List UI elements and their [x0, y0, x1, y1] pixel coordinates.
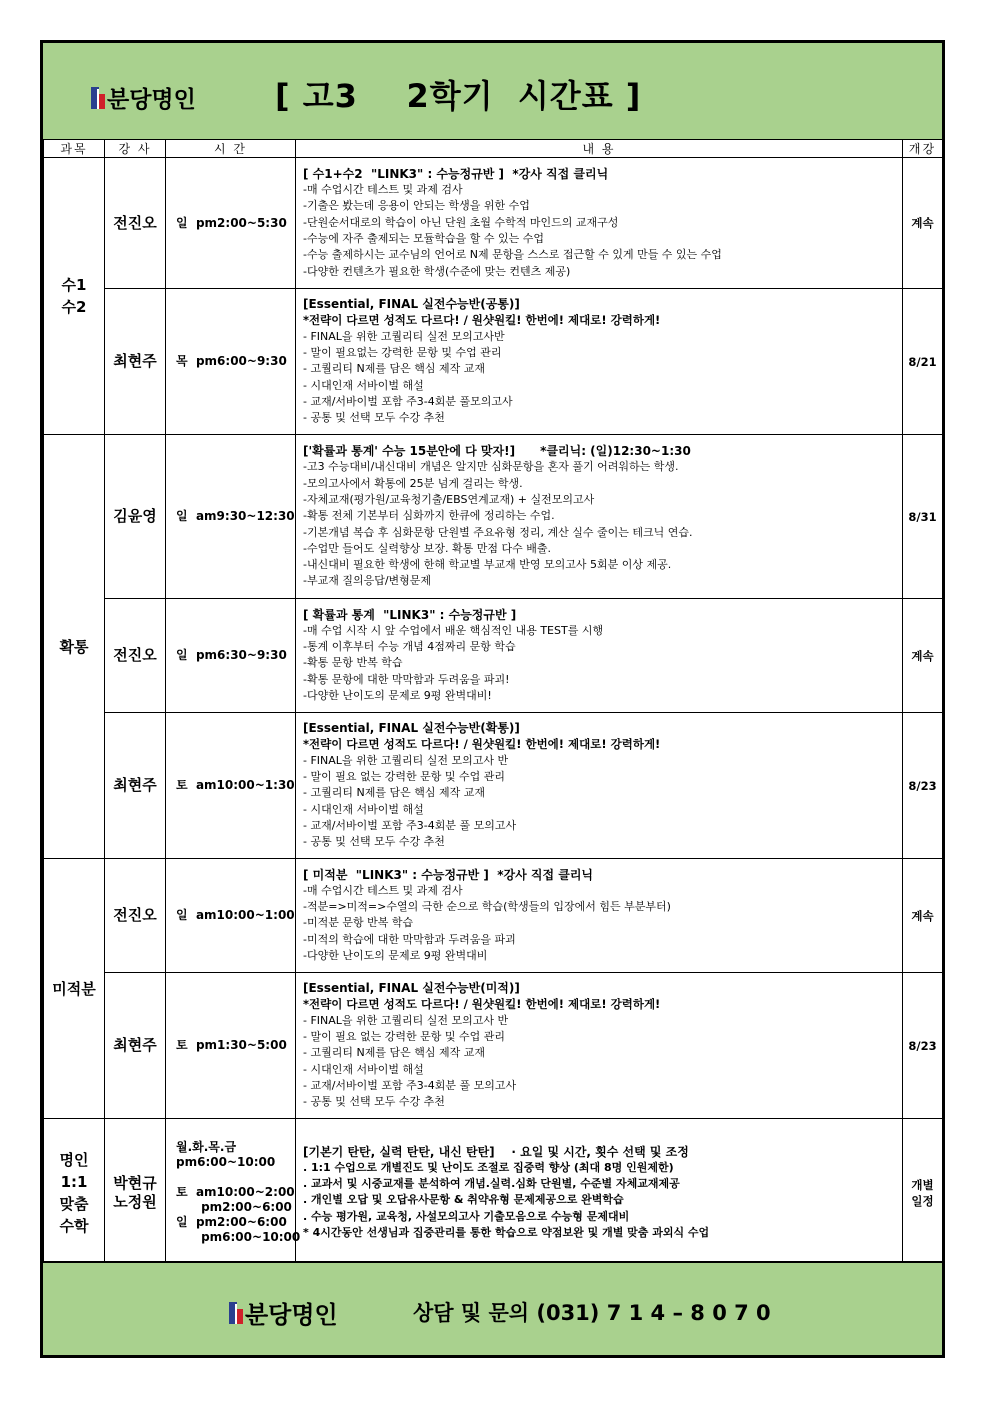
table-row	[44, 599, 943, 713]
teacher-cell: 최현주	[105, 973, 166, 1119]
col-time: 시 간	[166, 140, 296, 158]
time-cell: 일 am10:00~1:00	[166, 859, 296, 973]
subject-cell: 수1 수2	[44, 158, 105, 435]
time-cell: 월.화.목.금 pm6:00~10:00 토 am10:00~2:00 pm2:00~6:00 일 pm2:00~6:00 pm6:00~10:00	[166, 1119, 296, 1267]
col-subject: 과목	[44, 140, 105, 158]
time-cell: 토 am10:00~1:30	[166, 713, 296, 859]
table-header-row	[44, 140, 943, 158]
brand-mark-icon	[91, 87, 105, 109]
content-cell	[296, 289, 903, 435]
course-detail-line: -수능 출제하시는 교수님의 언어로 N제 문항을 스스로 접근할 수 있게 만들 수 있는 수업	[303, 248, 722, 262]
teacher-cell: 최현주	[105, 713, 166, 859]
course-detail-line: -매 수업 시작 시 앞 수업에서 배운 핵심적인 내용 TEST를 시행	[303, 623, 604, 637]
course-detail-line: - 시대인재 서바이벌 해설	[303, 802, 424, 816]
header	[43, 43, 942, 141]
course-title: [Essential, FINAL 실전수능반(공통)]	[303, 297, 520, 312]
brand-mark-icon	[229, 1302, 243, 1324]
course-detail-line: - FINAL을 위한 고퀄리티 실전 모의고사반	[303, 329, 505, 343]
start-date-cell: 8/23	[903, 973, 943, 1119]
course-detail-line: - 말이 필요없는 강력한 문항 및 수업 관리	[303, 346, 502, 360]
course-detail-line: -기본개념 복습 후 심화문항 단원별 주요유형 정리, 계산 실수 줄이는 테크닉 연습.	[303, 525, 693, 539]
start-date-cell: 계속	[903, 599, 943, 713]
contact-info: 상담 및 문의 (031) 7 1 4 – 8 0 7 0	[413, 1301, 771, 1325]
course-detail-line: -다양한 난이도의 문제로 9평 완벽대비!	[303, 688, 492, 702]
col-teacher: 강 사	[105, 140, 166, 158]
course-detail-line: -기출은 봤는데 응용이 안되는 학생을 위한 수업	[303, 199, 530, 213]
start-date-cell: 개별 일정	[903, 1119, 943, 1267]
subject-cell: 명인 1:1 맞춤 수학	[44, 1119, 105, 1267]
start-date-cell: 8/23	[903, 713, 943, 859]
table-row	[44, 859, 943, 973]
brand-name: 분당명인	[107, 87, 196, 113]
course-title: [ 확률과 통계 "LINK3" : 수능정규반 ]	[303, 607, 517, 622]
course-detail-line: - 교재/서바이벌 포함 주3-4회분 풀 모의고사	[303, 1078, 517, 1092]
course-title: ['확률과 통계' 수능 15분안에 다 맞자!] *클리닉: (일)12:30~1:30	[303, 444, 691, 459]
page-title: [ 고3 2학기 시간표 ]	[275, 77, 642, 115]
course-title: [Essential, FINAL 실전수능반(확통)]	[303, 721, 520, 736]
footer	[43, 1261, 942, 1355]
course-detail-line: -다양한 컨텐츠가 필요한 학생(수준에 맞는 컨텐츠 제공)	[303, 264, 571, 278]
course-detail-line: - 시대인재 서바이벌 해설	[303, 1062, 424, 1076]
course-detail-line: -확통 전체 기본부터 심화까지 한큐에 정리하는 수업.	[303, 509, 555, 523]
content-cell	[296, 859, 903, 973]
course-detail-line: - 말이 필요 없는 강력한 문항 및 수업 관리	[303, 1030, 505, 1044]
course-detail-line: - 시대인재 서바이벌 해설	[303, 378, 424, 392]
table-row	[44, 973, 943, 1119]
course-detail-line: - 말이 필요 없는 강력한 문항 및 수업 관리	[303, 770, 505, 784]
course-detail-line: - FINAL을 위한 고퀄리티 실전 모의고사 반	[303, 753, 509, 767]
course-detail-line: -확통 문항 반복 학습	[303, 656, 403, 670]
start-date-cell: 계속	[903, 859, 943, 973]
teacher-cell: 박현규 노정원	[105, 1119, 166, 1267]
course-detail-line: -수능에 자주 출제되는 모듈학습을 할 수 있는 수업	[303, 232, 544, 245]
brand-logo	[91, 81, 196, 114]
course-detail-line: -다양한 난이도의 문제로 9평 완벽대비	[303, 948, 488, 962]
course-detail-line: -부교재 질의응답/변형문제	[303, 574, 432, 588]
table-row	[44, 713, 943, 859]
start-date-cell: 계속	[903, 158, 943, 289]
subject-cell: 미적분	[44, 859, 105, 1119]
col-start: 개강	[903, 140, 943, 158]
course-detail-line: -고3 수능대비/내신대비 개념은 알지만 심화문항을 혼자 풀기 어려워하는 학생.	[303, 460, 679, 474]
content-cell	[296, 713, 903, 859]
course-detail-line: -확통 문항에 대한 막막함과 두려움을 파괴!	[303, 672, 510, 686]
start-date-cell: 8/21	[903, 289, 943, 435]
course-detail-line: - 공통 및 선택 모두 수강 추천	[303, 411, 445, 425]
footer-logo	[229, 1295, 338, 1330]
content-cell	[296, 973, 903, 1119]
teacher-cell: 최현주	[105, 289, 166, 435]
content-cell	[296, 1119, 903, 1267]
course-slogan: *전략이 다르면 성적도 다르다! / 원샷원킬! 한번에! 제대로! 강력하게!	[303, 737, 661, 752]
time-cell: 일 pm2:00~5:30	[166, 158, 296, 289]
table-row	[44, 1119, 943, 1267]
course-detail-line: - 고퀄리티 N제를 담은 핵심 제작 교재	[303, 786, 485, 800]
course-title: [ 수1+수2 "LINK3" : 수능정규반 ] *강사 직접 클리닉	[303, 167, 609, 182]
content-cell	[296, 435, 903, 599]
time-cell: 토 pm1:30~5:00	[166, 973, 296, 1119]
course-detail-line: - FINAL을 위한 고퀄리티 실전 모의고사 반	[303, 1013, 509, 1027]
course-detail-line: - 공통 및 선택 모두 수강 추천	[303, 835, 445, 849]
course-title: [Essential, FINAL 실전수능반(미적)]	[303, 981, 520, 996]
course-detail-line: -통계 이후부터 수능 개념 4점짜리 문항 학습	[303, 640, 516, 654]
course-detail-line: - 고퀄리티 N제를 담은 핵심 제작 교재	[303, 362, 485, 376]
course-title: [ 미적분 "LINK3" : 수능정규반 ] *강사 직접 클리닉	[303, 867, 594, 882]
course-slogan: *전략이 다르면 성적도 다르다! / 원샷원킬! 한번에! 제대로! 강력하게!	[303, 997, 661, 1012]
start-date-cell: 8/31	[903, 435, 943, 599]
footer-brand-name: 분당명인	[245, 1301, 338, 1329]
course-detail-line: - 고퀄리티 N제를 담은 핵심 제작 교재	[303, 1046, 485, 1060]
teacher-cell: 전진오	[105, 859, 166, 973]
content-cell	[296, 599, 903, 713]
time-cell: 목 pm6:00~9:30	[166, 289, 296, 435]
course-detail-line: . 1:1 수업으로 개별진도 및 난이도 조절로 집중력 향상 (최대 8명 인원제한)	[303, 1160, 674, 1174]
course-detail-line: . 교과서 및 시중교재를 분석하여 개념.실력.심화 단원별, 수준별 자체교재제공	[303, 1177, 680, 1191]
table-row	[44, 158, 943, 289]
schedule-frame	[40, 40, 945, 1358]
course-detail-line: -자체교재(평가원/교육청기출/EBS연계교재) + 실전모의고사	[303, 492, 595, 506]
subject-cell: 확통	[44, 435, 105, 859]
course-detail-line: -내신대비 필요한 학생에 한해 학교별 부교재 반영 모의고사 5회분 이상 제공.	[303, 558, 672, 572]
course-detail-line: -단원순서대로의 학습이 아닌 단원 초월 수학적 마인드의 교재구성	[303, 215, 619, 229]
course-detail-line: * 4시간동안 선생님과 집중관리를 통한 학습으로 약점보완 및 개별 맞춤 과외식 수업	[303, 1225, 710, 1239]
teacher-cell: 김윤영	[105, 435, 166, 599]
course-detail-line: -매 수업시간 테스트 및 과제 검사	[303, 883, 463, 897]
course-detail-line: -매 수업시간 테스트 및 과제 검사	[303, 183, 463, 197]
col-content: 내 용	[296, 140, 903, 158]
table-row	[44, 435, 943, 599]
course-detail-line: -미적분 문항 반복 학습	[303, 916, 414, 930]
course-detail-line: -적분=>미적=>수열의 극한 순으로 학습(학생들의 입장에서 힘든 부분부터)	[303, 900, 671, 914]
course-slogan: *전략이 다르면 성적도 다르다! / 원샷원킬! 한번에! 제대로! 강력하게!	[303, 313, 661, 328]
time-cell: 일 am9:30~12:30	[166, 435, 296, 599]
table-row	[44, 289, 943, 435]
course-detail-line: - 교재/서바이벌 포함 주3-4회분 풀 모의고사	[303, 818, 517, 832]
course-title: [기본기 탄탄, 실력 탄탄, 내신 탄탄] · 요일 및 시간, 횟수 선택 및 조정	[303, 1144, 689, 1159]
course-detail-line: . 수능 평가원, 교육청, 사설모의고사 기출모음으로 수능형 문제대비	[303, 1209, 630, 1223]
teacher-cell: 전진오	[105, 158, 166, 289]
course-detail-line: -모의고사에서 확통에 25분 넘게 걸리는 학생.	[303, 476, 523, 490]
table-body	[44, 158, 943, 1267]
course-detail-line: - 교재/서바이벌 포함 주3-4회분 풀모의고사	[303, 394, 513, 408]
course-detail-line: . 개인별 오답 및 오답유사문항 & 취약유형 문제제공으로 완벽학습	[303, 1193, 624, 1207]
course-detail-line: -수업만 들어도 실력향상 보장. 확통 만점 다수 배출.	[303, 541, 551, 555]
schedule-table	[43, 139, 943, 1267]
teacher-cell: 전진오	[105, 599, 166, 713]
course-detail-line: - 공통 및 선택 모두 수강 추천	[303, 1095, 445, 1109]
course-detail-line: -미적의 학습에 대한 막막함과 두려움을 파괴	[303, 932, 516, 946]
content-cell	[296, 158, 903, 289]
time-cell: 일 pm6:30~9:30	[166, 599, 296, 713]
